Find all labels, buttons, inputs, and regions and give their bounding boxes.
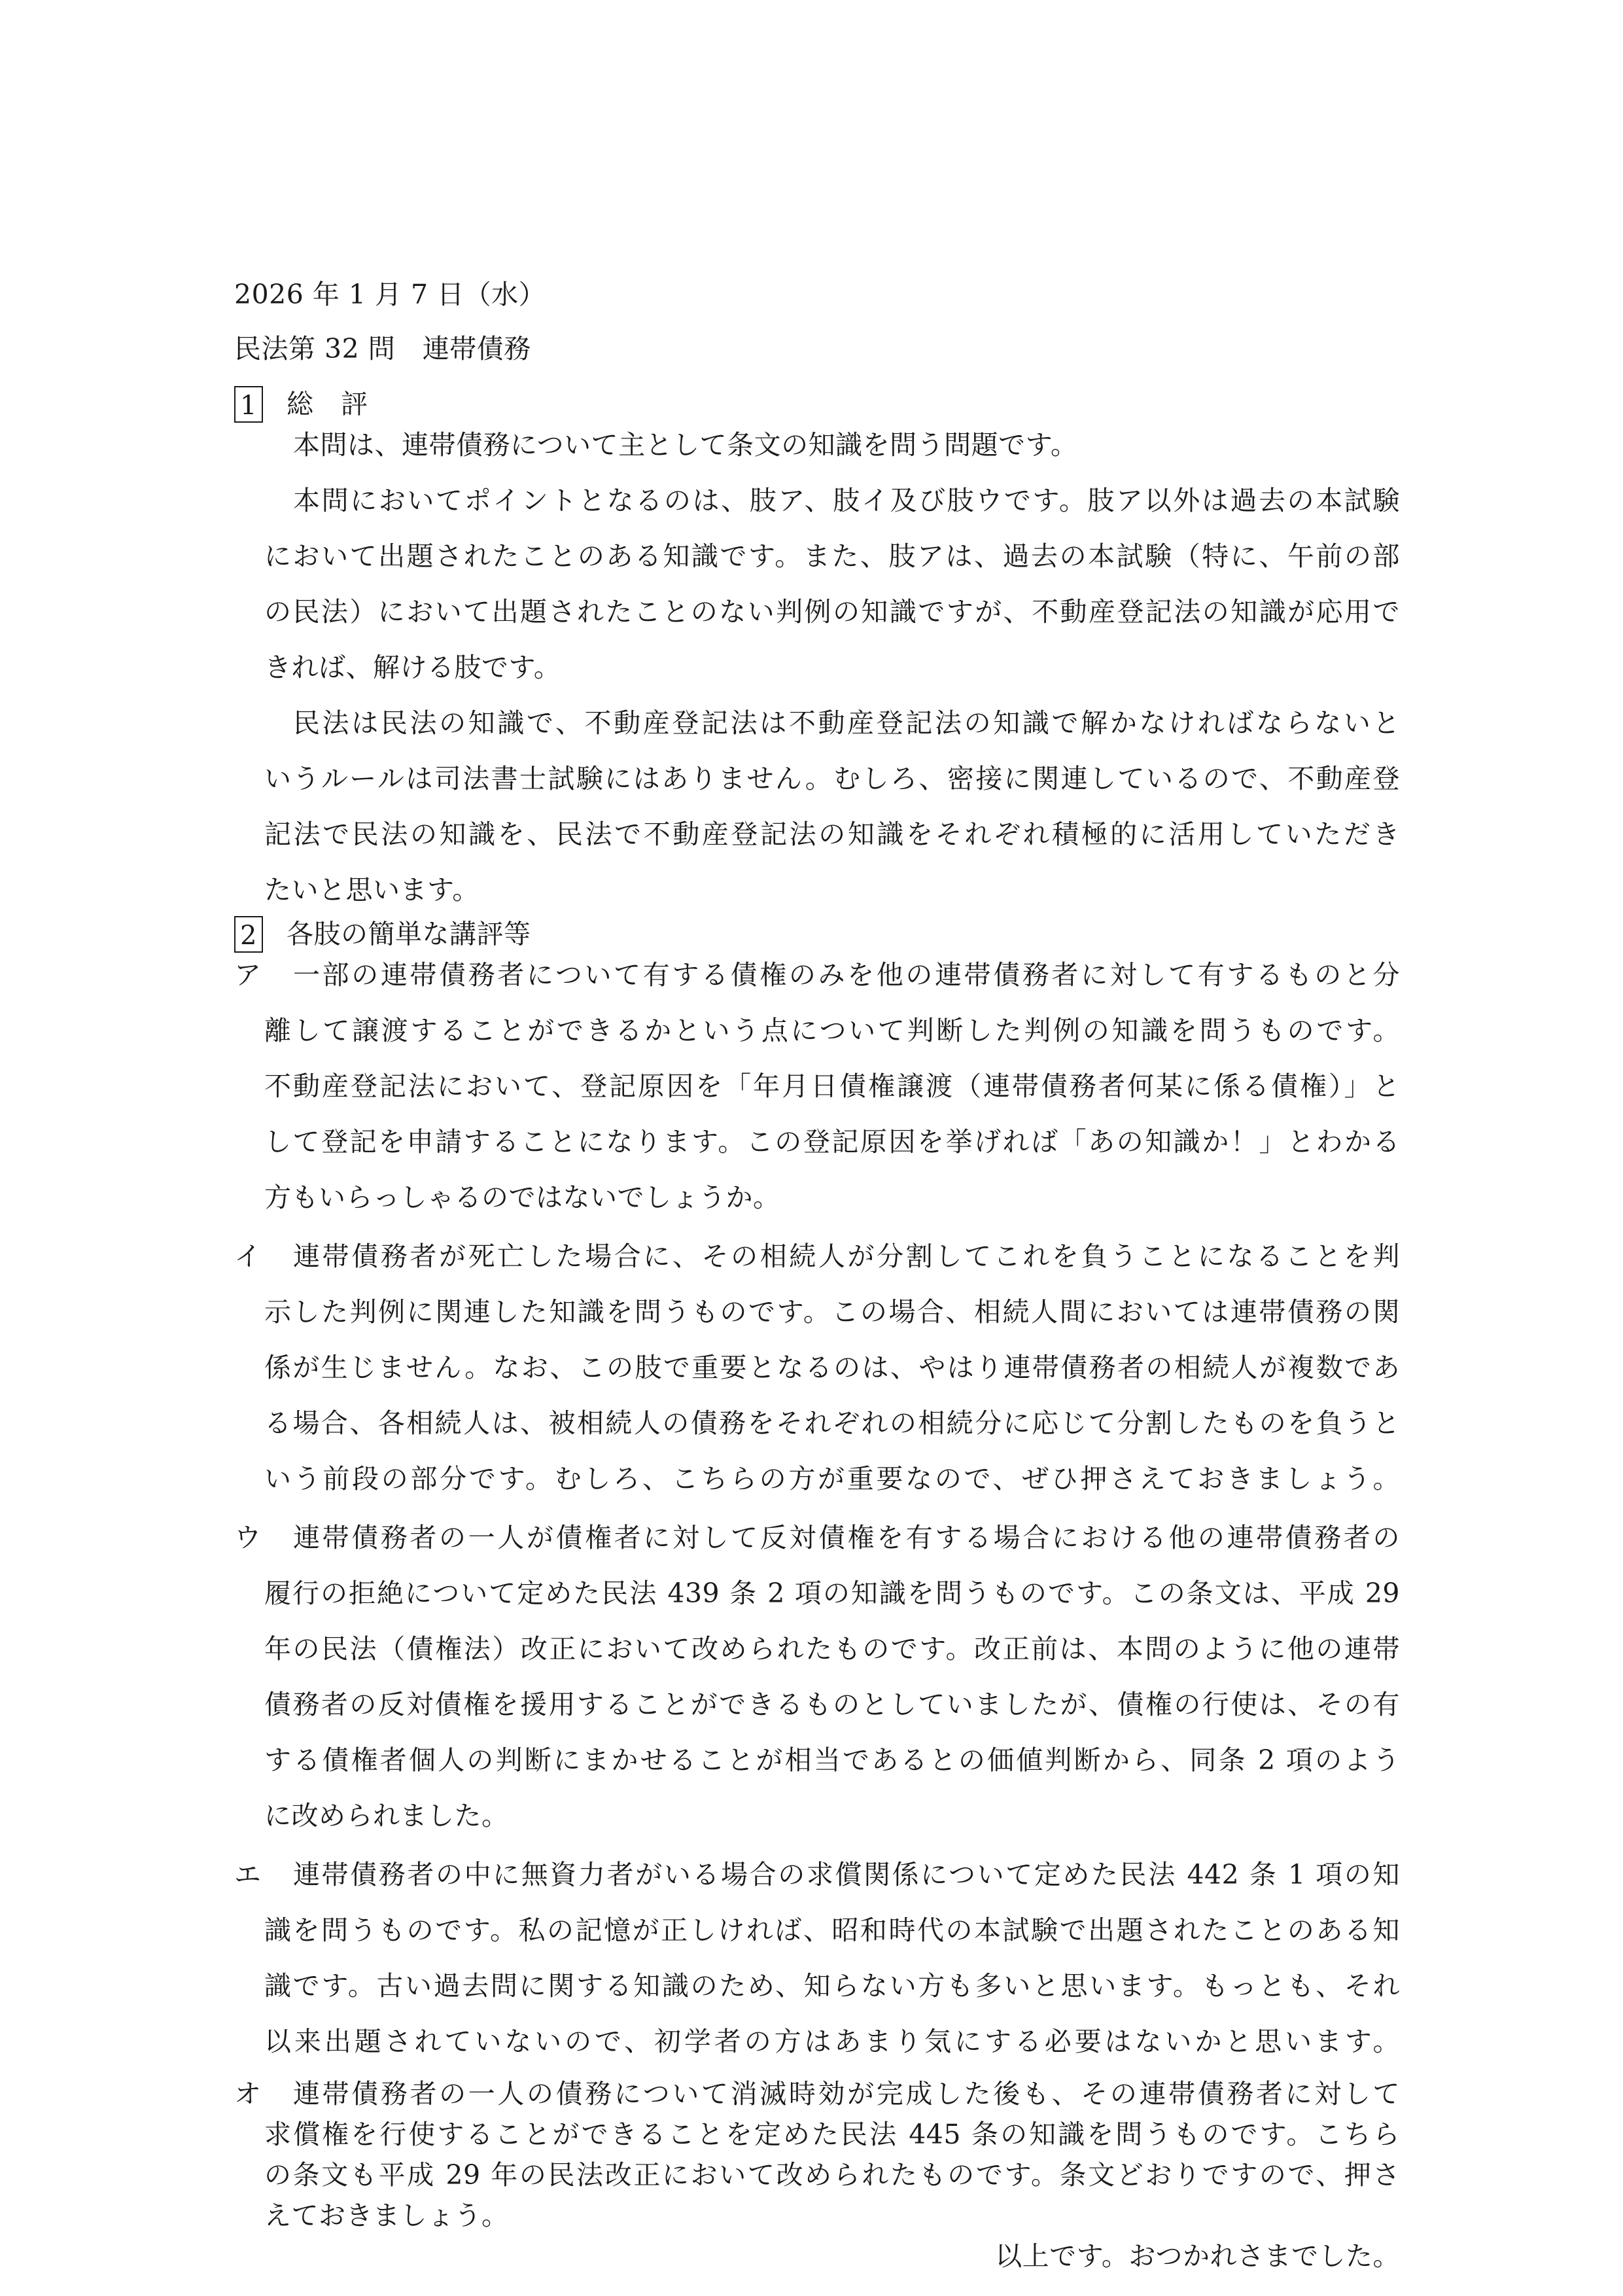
item-line: の条文も平成 29 年の民法改正において改められたものです。条文どおりですので、押さ — [264, 2159, 1400, 2191]
paragraph-line: 記法で民法の知識を、民法で不動産登記法の知識をそれぞれ積極的に活用していただき — [264, 819, 1400, 850]
paragraph-line: 本問は、連帯債務について主として条文の知識を問う問題です。 — [293, 429, 1078, 461]
item-line: 履行の拒絶について定めた民法 439 条 2 項の知識を問うものです。この条文は、平成 29 — [264, 1578, 1400, 1609]
item-line: 識です。古い過去問に関する知識のため、知らない方も多いと思います。もっとも、それ — [264, 1970, 1400, 2002]
item-line: に改められました。 — [264, 1800, 509, 1831]
item-line: 識を問うものです。私の記憶が正しければ、昭和時代の本試験で出題されたことのある知 — [264, 1915, 1400, 1946]
document-subject: 民法第 32 問 連帯債務 — [234, 333, 531, 364]
closing-remark: 以上です。おつかれさまでした。 — [995, 2240, 1400, 2272]
item-line: 係が生じません。なお、この肢で重要となるのは、やはり連帯債務者の相続人が複数であ — [264, 1352, 1400, 1383]
item-line: 求償権を行使することができることを定めた民法 445 条の知識を問うものです。こちら — [264, 2119, 1400, 2150]
item-line: 連帯債務者の中に無資力者がいる場合の求償関係について定めた民法 442 条 1 項の知 — [293, 1859, 1400, 1890]
section-2-title: 各肢の簡単な講評等 — [287, 918, 531, 950]
item-line: 連帯債務者の一人が債権者に対して反対債権を有する場合における他の連帯債務者の — [293, 1522, 1400, 1553]
item-line: いう前段の部分です。むしろ、こちらの方が重要なので、ぜひ押さえておきましょう。 — [264, 1463, 1400, 1494]
item-label-o: オ — [234, 2078, 262, 2110]
paragraph-line: において出題されたことのある知識です。また、肢アは、過去の本試験（特に、午前の部 — [264, 540, 1400, 572]
item-line: 連帯債務者が死亡した場合に、その相続人が分割してこれを負うことになることを判 — [293, 1241, 1400, 1272]
item-line: 不動産登記法において、登記原因を「年月日債権譲渡（連帯債務者何某に係る債権）」と — [264, 1070, 1400, 1102]
item-label-u: ウ — [234, 1522, 262, 1553]
item-line: 離して譲渡することができるかという点について判断した判例の知識を問うものです。 — [264, 1015, 1400, 1046]
paragraph-line: 民法は民法の知識で、不動産登記法は不動産登記法の知識で解かなければならないと — [293, 707, 1400, 739]
item-label-e: エ — [234, 1859, 262, 1890]
section-2-heading — [234, 912, 531, 954]
item-line: して登記を申請することになります。この登記原因を挙げれば「あの知識か！」とわかる — [264, 1126, 1400, 1157]
item-line: 示した判例に関連した知識を問うものです。この場合、相続人間においては連帯債務の関 — [264, 1296, 1400, 1328]
section-1-number: 1 — [234, 386, 263, 423]
paragraph-line: たいと思います。 — [264, 874, 480, 906]
item-line: 年の民法（債権法）改正において改められたものです。改正前は、本問のように他の連帯 — [264, 1633, 1400, 1665]
item-line: る場合、各相続人は、被相続人の債務をそれぞれの相続分に応じて分割したものを負うと — [264, 1407, 1400, 1439]
paragraph-line: いうルールは司法書士試験にはありません。むしろ、密接に関連しているので、不動産登 — [264, 763, 1400, 794]
paragraph-line: きれば、解ける肢です。 — [264, 652, 561, 683]
item-line: 一部の連帯債務者について有する債権のみを他の連帯債務者に対して有するものと分 — [293, 959, 1400, 991]
item-line: 以来出題されていないので、初学者の方はあまり気にする必要はないかと思います。 — [264, 2026, 1400, 2057]
item-label-i: イ — [234, 1241, 262, 1272]
item-line: えておきましょう。 — [264, 2200, 509, 2231]
document-date: 2026 年 1 月 7 日（水） — [234, 279, 546, 310]
paragraph-line: の民法）において出題されたことのない判例の知識ですが、不動産登記法の知識が応用で — [264, 596, 1400, 627]
item-line: 方もいらっしゃるのではないでしょうか。 — [264, 1182, 780, 1213]
section-1-heading — [234, 382, 368, 424]
section-1-title: 総 評 — [287, 388, 368, 420]
paragraph-line: 本問においてポイントとなるのは、肢ア、肢イ及び肢ウです。肢ア以外は過去の本試験 — [293, 485, 1400, 516]
item-line: する債権者個人の判断にまかせることが相当であるとの価値判断から、同条 2 項のよう — [264, 1744, 1400, 1776]
section-2-number: 2 — [234, 916, 263, 953]
item-line: 債務者の反対債権を援用することができるものとしていましたが、債権の行使は、その有 — [264, 1689, 1400, 1720]
item-line: 連帯債務者の一人の債務について消滅時効が完成した後も、その連帯債務者に対して — [293, 2078, 1400, 2110]
item-label-a: ア — [234, 959, 262, 991]
